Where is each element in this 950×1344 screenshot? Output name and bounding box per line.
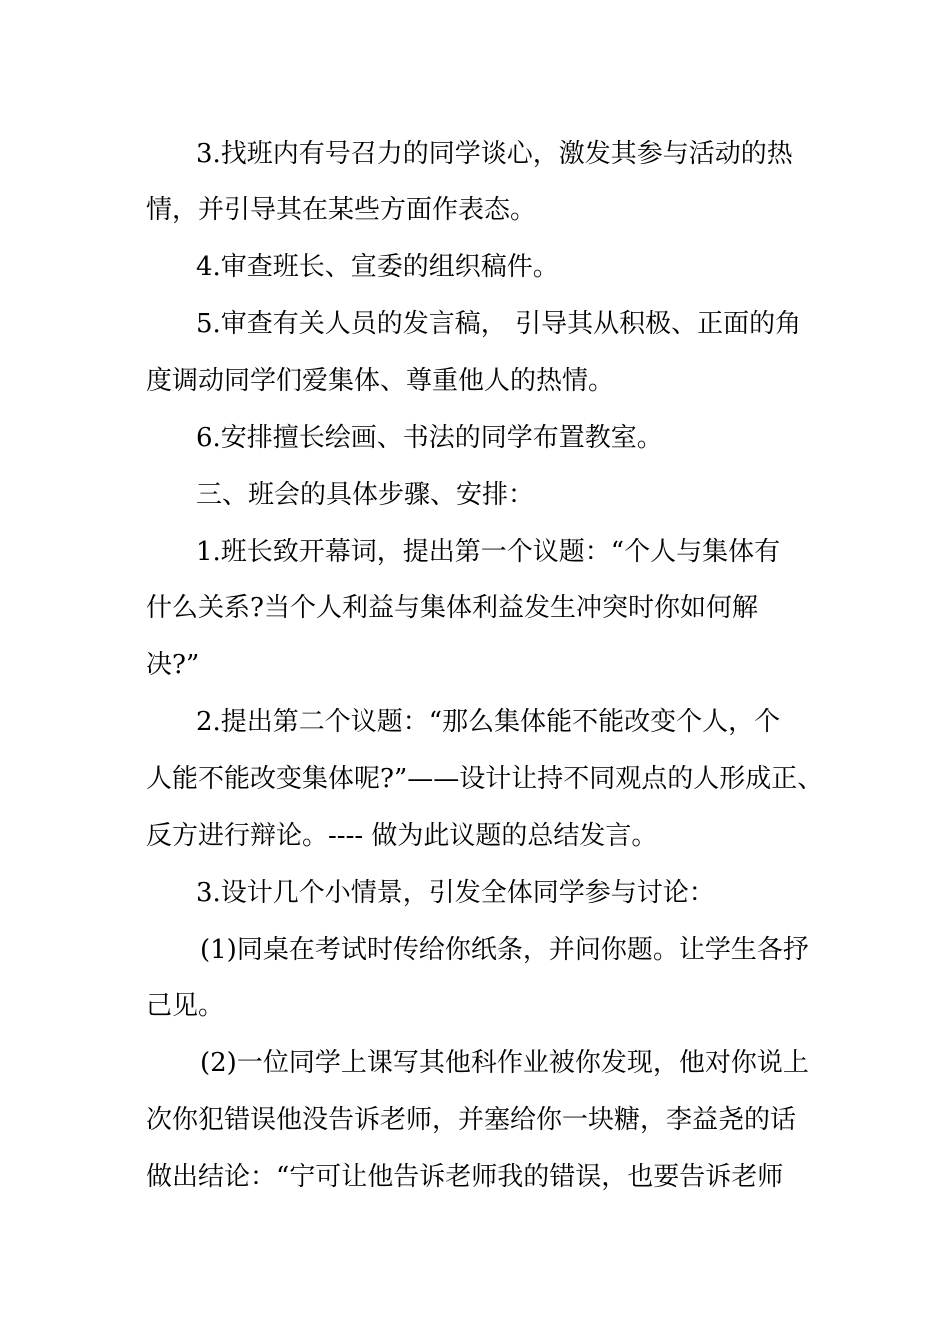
paragraph-line: 情，并引导其在某些方面作表态。 [146, 195, 537, 225]
paragraph-line: (2)一位同学上课写其他科作业被你发现，他对你说上 [200, 1048, 809, 1078]
paragraph-line: 决?” [146, 650, 200, 680]
paragraph-line: 人能不能改变集体呢?”——设计让持不同观点的人形成正、 [146, 764, 824, 794]
paragraph-line: 什么关系?当个人利益与集体利益发生冲突时你如何解 [146, 593, 758, 623]
paragraph-line: 2.提出第二个议题：“那么集体能不能改变个人，个 [196, 707, 781, 737]
paragraph-line: (1)同桌在考试时传给你纸条，并问你题。让学生各抒 [200, 935, 809, 965]
section-heading: 三、班会的具体步骤、安排： [196, 480, 535, 510]
paragraph-line: 度调动同学们爱集体、尊重他人的热情。 [146, 366, 615, 396]
paragraph-line: 4.审查班长、宣委的组织稿件。 [196, 252, 559, 282]
paragraph-line: 5.审查有关人员的发言稿， 引导其从积极、正面的角 [196, 309, 802, 339]
paragraph-line: 3.设计几个小情景，引发全体同学参与讨论： [196, 878, 715, 908]
paragraph-line: 己见。 [146, 991, 225, 1021]
paragraph-line: 做出结论：“宁可让他告诉老师我的错误，也要告诉老师 [146, 1162, 784, 1192]
paragraph-line: 6.安排擅长绘画、书法的同学布置教室。 [196, 423, 663, 453]
paragraph-line: 反方进行辩论。---- 做为此议题的总结发言。 [146, 821, 658, 851]
paragraph-line: 1.班长致开幕词，提出第一个议题：“个人与集体有 [196, 537, 781, 567]
paragraph-line: 次你犯错误他没告诉老师，并塞给你一块糖，李益尧的话 [146, 1105, 797, 1135]
paragraph-line: 3.找班内有号召力的同学谈心，激发其参与活动的热 [196, 139, 793, 169]
